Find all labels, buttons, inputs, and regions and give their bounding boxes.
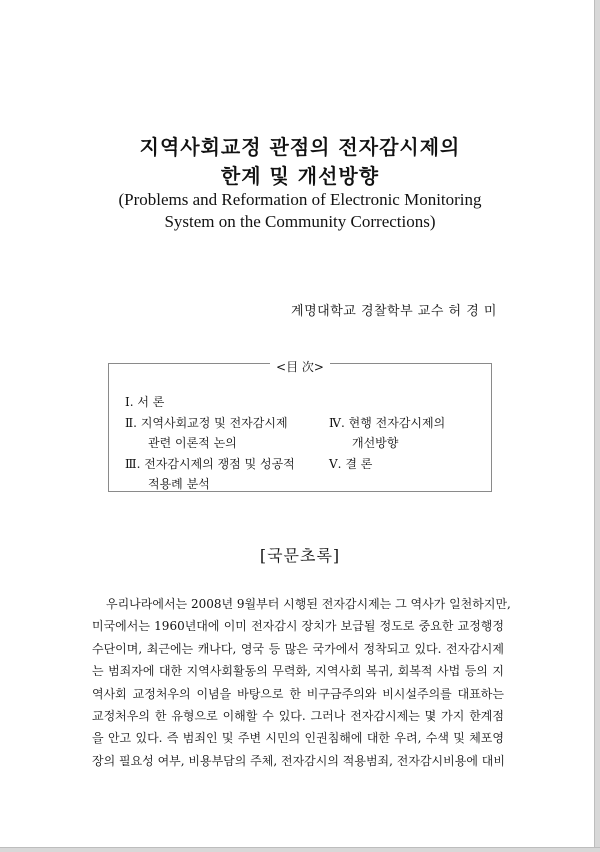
abstract-line: 우리나라에서는 2008년 9월부터 시행된 전자감시제는 그 역사가 일천하지만, [106,597,511,611]
toc-item-1 [125,392,164,412]
table-of-contents [108,360,492,492]
toc-item-continuation: 개선방향 [352,436,399,450]
abstract-line: 미국에서는 1960년대에 이미 전자감시 장치가 보급될 정도로 중요한 교정행정 [92,619,504,634]
abstract-line: 교정처우의 한 유형으로 이해할 수 있다. 그러나 전자감시제는 몇 가지 한계점 [92,709,504,724]
toc-item-continuation: 관련 이론적 논의 [148,436,237,450]
paper-title-line-1: 지역사회교정 관점의 전자감시제의 [139,135,461,159]
page-edge-right [594,0,600,852]
toc-item-5 [329,454,372,474]
abstract-line: 을 안고 있다. 즉 범죄인 및 주변 시민의 인권침해에 대한 우려, 수색 및 체포영 [92,731,504,746]
toc-item-2 [125,413,288,453]
toc-heading-label: <目 次> [270,360,330,374]
toc-item-number: Ⅲ. [125,457,141,471]
author-affiliation: 계명대학교 경찰학부 교수 허 경 미 [291,304,497,319]
toc-item-text: 지역사회교정 및 전자감시제 [140,416,288,430]
toc-heading [109,356,491,375]
abstract-line: 장의 필요성 여부, 비용부담의 주체, 전자감시의 적용범죄, 전자감시비용에 대비 [92,753,505,768]
abstract-body [92,593,511,772]
toc-item-continuation: 적용례 분석 [148,477,210,491]
paper-subtitle-line-1: (Problems and Reformation of Electronic Monitoring [118,190,482,209]
abstract-line: 는 범죄자에 대한 지역사회활동의 무력화, 지역사회 복귀, 회복적 사법 등의 지 [92,664,504,679]
abstract-line: 역사회 교정처우의 이념을 바탕으로 한 비구금주의와 비시설주의를 대표하는 [92,686,504,701]
paper-title-line-2: 한계 및 개선방향 [220,164,380,188]
abstract-line: 수단이며, 최근에는 캐나다, 영국 등 많은 국가에서 정착되고 있다. 전자감시제 [92,641,504,656]
toc-item-text: 결 론 [345,457,373,471]
toc-item-3 [125,454,295,494]
page-edge-bottom [0,847,600,852]
toc-item-text: 전자감시제의 쟁점 및 성공적 [144,457,295,471]
toc-item-number: Ⅰ. [125,395,134,409]
toc-item-number: Ⅴ. [329,457,342,471]
paper-subtitle-line-2: System on the Community Corrections) [164,212,436,231]
toc-item-number: Ⅱ. [125,416,137,430]
toc-item-4 [329,413,445,453]
abstract-heading: [국문초록] [259,546,341,565]
toc-item-number: Ⅳ. [329,416,345,430]
toc-item-text: 서 론 [137,395,165,409]
toc-item-text: 현행 전자감시제의 [348,416,446,430]
